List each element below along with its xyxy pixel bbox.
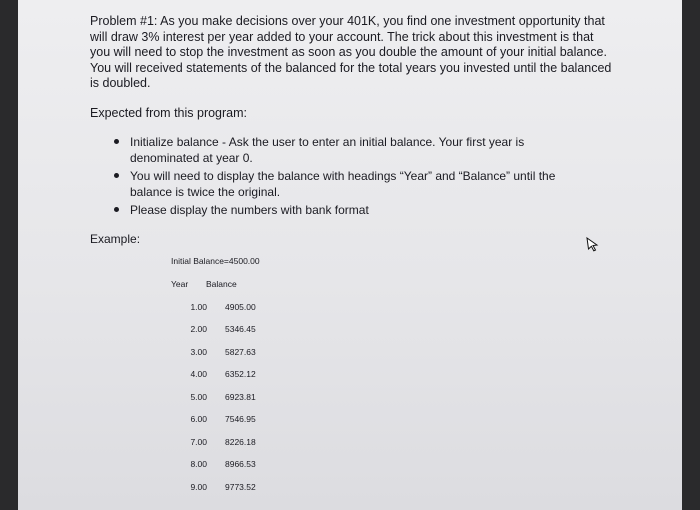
list-item — [114, 135, 634, 166]
header-balance: Balance — [206, 279, 237, 289]
balance-cell: 8966.53 — [225, 459, 256, 469]
year-cell: 1.00 — [190, 301, 207, 312]
expected-heading: Expected from this program: — [90, 106, 248, 120]
mouse-pointer-icon — [584, 236, 600, 252]
balance-cell: 8226.18 — [225, 436, 256, 447]
year-cell: 6.00 — [190, 414, 207, 424]
balance-cell: 5346.45 — [225, 324, 256, 334]
year-cell: 5.00 — [190, 391, 207, 402]
problem-line: Problem #1: As you make decisions over your 401K, you find one investment opportunity that — [90, 14, 605, 28]
year-cell: 8.00 — [190, 459, 207, 469]
initial-balance-text: Initial Balance=4500.00 — [171, 256, 260, 266]
balance-cell: 4905.00 — [225, 301, 256, 312]
year-cell: 7.00 — [190, 436, 207, 447]
year-cell: 9.00 — [190, 481, 207, 492]
balance-cell: 6352.12 — [225, 369, 256, 379]
requirements-list — [114, 135, 634, 222]
problem-statement — [90, 14, 630, 92]
year-cell: 2.00 — [190, 324, 207, 334]
bullet-text: balance is twice the original. — [130, 184, 281, 199]
balance-cell: 5827.63 — [225, 346, 256, 357]
bullet-text: You will need to display the balance with headings “Year” and “Balance” until the — [130, 169, 556, 183]
balance-cell: 9773.52 — [225, 481, 256, 492]
year-cell: 3.00 — [190, 346, 207, 357]
problem-line: will draw 3% interest per year added to your account. The trick about this investment is that — [90, 29, 594, 44]
bullet-icon — [114, 207, 119, 212]
bullet-text: Initialize balance - Ask the user to enter an initial balance. Your first year is — [130, 135, 525, 149]
problem-line: is doubled. — [90, 76, 151, 90]
list-item — [114, 169, 634, 200]
header-year: Year — [171, 279, 189, 289]
bullet-icon — [114, 173, 119, 178]
example-label: Example: — [90, 232, 141, 246]
balance-cell: 6923.81 — [225, 391, 256, 402]
list-item — [114, 203, 634, 219]
bullet-icon — [114, 139, 119, 144]
problem-line: You will received statements of the balanced for the total years you invested until the balanced — [90, 60, 612, 75]
problem-line: you will need to stop the investment as soon as you double the amount of your initial balance. — [90, 45, 607, 59]
bullet-text: Please display the numbers with bank format — [130, 203, 369, 217]
document-page — [18, 0, 682, 510]
balance-cell: 7546.95 — [225, 414, 256, 424]
year-cell: 4.00 — [190, 369, 207, 379]
bullet-text: denominated at year 0. — [130, 150, 253, 165]
